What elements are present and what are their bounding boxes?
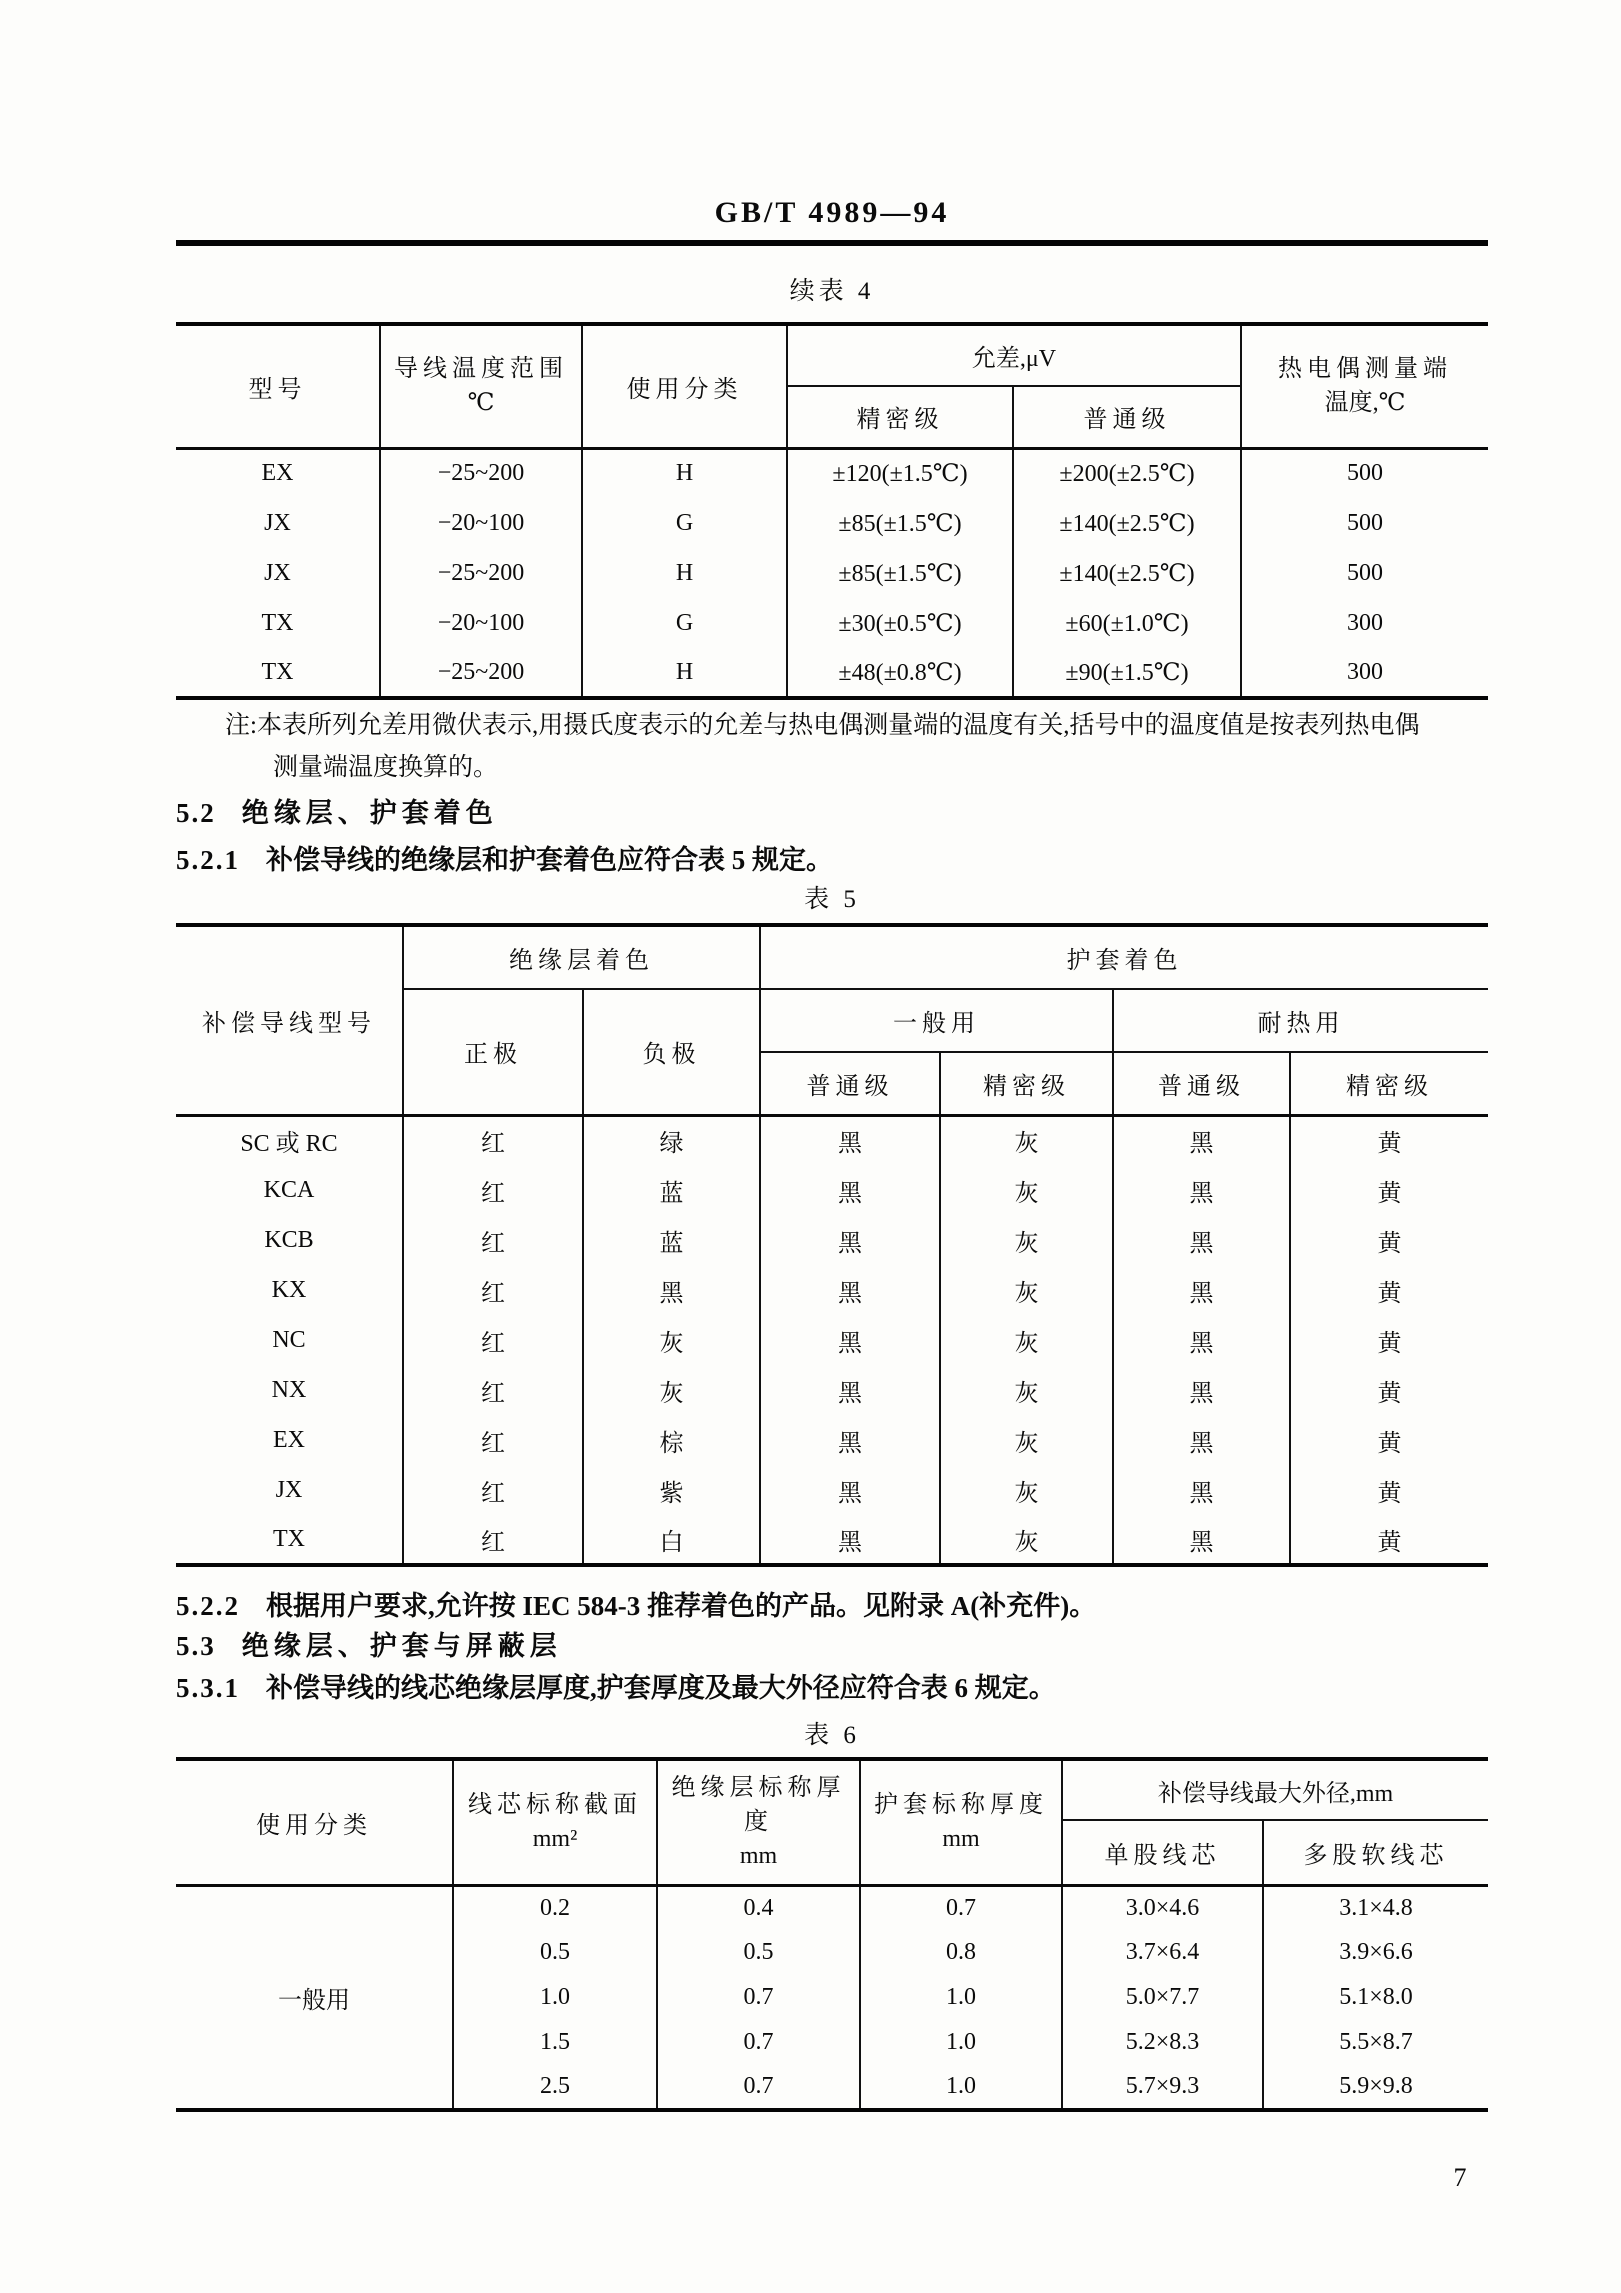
section-title: 绝缘层、护套着色 (241, 798, 498, 828)
table-cell: 黑 (760, 1215, 940, 1265)
col-header-model: 型号 (176, 324, 380, 448)
section-text: 补偿导线的线芯绝缘层厚度,护套厚度及最大外径应符合表 6 规定。 (266, 1673, 1056, 1703)
table-cell: 灰 (940, 1465, 1113, 1515)
col-header-sheath-thickness-label: 护套标称厚度 (874, 1792, 1048, 1819)
table-cell: 1.5 (453, 2020, 657, 2065)
table-row (176, 1215, 1488, 1265)
col-header-usage: 使用分类 (176, 1759, 453, 1885)
col-header-precision: 精密级 (787, 386, 1013, 448)
col-header-insulation-color: 绝缘层着色 (403, 925, 760, 989)
table-cell: 黑 (760, 1115, 940, 1165)
table-cell: JX (264, 509, 291, 536)
col-header-temp-range (380, 324, 582, 448)
table-cell: H (582, 548, 787, 598)
table-cell: ±85(±1.5℃) (787, 498, 1013, 548)
table-cell: 1.0 (860, 1975, 1062, 2020)
table-cell: 黄 (1290, 1515, 1488, 1565)
col-header-sheath-thickness (860, 1759, 1062, 1885)
table-cell: JX (275, 1476, 303, 1503)
table6-dimensions (176, 1757, 1488, 2112)
table-cell: 5.2×8.3 (1062, 2020, 1263, 2065)
table-cell: 灰 (940, 1215, 1113, 1265)
table-cell: 白 (583, 1515, 760, 1565)
table-cell: 灰 (940, 1415, 1113, 1465)
table-cell: 黄 (1290, 1465, 1488, 1515)
table-cell: G (582, 498, 787, 548)
table-cell: 灰 (583, 1315, 760, 1365)
col-header-insulation-thickness (657, 1759, 860, 1885)
section-number: 5.3 (176, 1631, 216, 1661)
table-cell: 0.5 (453, 1930, 657, 1975)
table-cell: G (582, 598, 787, 648)
table-cell: 红 (403, 1415, 583, 1465)
section-heading-5-2-2 (176, 1584, 1096, 1623)
section-text: 补偿导线的绝缘层和护套着色应符合表 5 规定。 (266, 845, 833, 875)
table-cell: ±30(±0.5℃) (787, 598, 1013, 648)
table-cell: 0.7 (657, 2020, 860, 2065)
table-cell: ±90(±1.5℃) (1013, 648, 1241, 698)
section-heading-5-2 (176, 791, 498, 830)
table-cell: 0.7 (657, 2065, 860, 2110)
table-row (176, 1365, 1488, 1415)
table-row (176, 1465, 1488, 1515)
table-cell: 红 (403, 1265, 583, 1315)
table-cell: 红 (403, 1215, 583, 1265)
table-cell: 黄 (1290, 1315, 1488, 1365)
page-title: GB/T 4989—94 (714, 196, 950, 229)
table-cell: 黄 (1290, 1165, 1488, 1215)
note-text-1: 本表所列允差用微伏表示,用摄氏度表示的允差与热电偶测量端的温度有关,括号中的温度值是按表列热电偶 (256, 712, 1420, 739)
col-header-ordinary: 普通级 (1113, 1052, 1290, 1115)
table-cell: 3.7×6.4 (1062, 1930, 1263, 1975)
table6-caption: 表 6 (804, 1722, 860, 1749)
section-title: 绝缘层、护套与屏蔽层 (241, 1631, 562, 1661)
table-cell: TX (273, 1525, 305, 1552)
col-header-junction-line1: 热电偶测量端 (1278, 356, 1453, 383)
col-header-cross-section-label: 线芯标称截面 (468, 1792, 642, 1819)
table-cell: 3.0×4.6 (1062, 1885, 1263, 1930)
table-cell: 0.7 (657, 1975, 860, 2020)
section-number: 5.2 (176, 798, 216, 828)
table4-note (225, 710, 1495, 783)
col-header-model: 补偿导线型号 (176, 925, 403, 1115)
table-cell: 黄 (1290, 1415, 1488, 1465)
table-row (176, 1265, 1488, 1315)
section-number: 5.3.1 (176, 1673, 240, 1703)
header-rule (176, 240, 1488, 246)
table-row (176, 548, 1488, 598)
table-cell: 500 (1241, 498, 1488, 548)
table-cell: 棕 (583, 1415, 760, 1465)
table-cell: −25~200 (380, 648, 582, 698)
col-header-temp-range-label: 导线温度范围 (394, 356, 568, 383)
note-line-1 (225, 710, 1495, 741)
table-cell: EX (273, 1426, 305, 1453)
table-cell: 红 (403, 1465, 583, 1515)
table-cell: 1.0 (453, 1975, 657, 2020)
col-header-sheath-color: 护套着色 (760, 925, 1488, 989)
table-cell: 2.5 (453, 2065, 657, 2110)
table-cell: 红 (403, 1165, 583, 1215)
table-cell: 灰 (940, 1265, 1113, 1315)
table-row (176, 448, 1488, 498)
table-cell: 5.0×7.7 (1062, 1975, 1263, 2020)
table-cell: 300 (1241, 648, 1488, 698)
table-cell: 黄 (1290, 1265, 1488, 1315)
table-cell: −25~200 (380, 548, 582, 598)
col-header-ordinary: 普通级 (1013, 386, 1241, 448)
table-cell: 蓝 (583, 1215, 760, 1265)
table-cell: 灰 (940, 1165, 1113, 1215)
col-header-temp-range-unit: ℃ (467, 390, 495, 417)
col-header-insulation-thickness-unit: mm (739, 1843, 778, 1870)
table-cell: 0.4 (657, 1885, 860, 1930)
note-label: 注: (225, 712, 257, 739)
table4-caption: 续表 4 (789, 278, 875, 305)
table5-coloring (176, 923, 1488, 1567)
table-cell: ±60(±1.0℃) (1013, 598, 1241, 648)
table-cell: −20~100 (380, 598, 582, 648)
table-cell: ±140(±2.5℃) (1013, 548, 1241, 598)
page-number: 7 (1453, 2163, 1467, 2192)
usage-category-cell: 一般用 (278, 1987, 350, 2014)
section-heading-5-2-1 (176, 838, 833, 877)
table-cell: NX (271, 1376, 307, 1403)
col-header-junction-line2: 温度,℃ (1324, 390, 1406, 417)
section-number: 5.2.2 (176, 1591, 240, 1621)
section-number: 5.2.1 (176, 845, 240, 875)
col-header-stranded-core: 多股软线芯 (1263, 1820, 1488, 1885)
table-cell: 1.0 (860, 2020, 1062, 2065)
table-cell: 0.2 (453, 1885, 657, 1930)
table-cell: ±85(±1.5℃) (787, 548, 1013, 598)
col-header-precision: 精密级 (1290, 1052, 1488, 1115)
table-cell: 黑 (1113, 1415, 1290, 1465)
table5-caption: 表 5 (804, 886, 860, 913)
table-cell: 3.9×6.6 (1263, 1930, 1488, 1975)
table-cell: 5.1×8.0 (1263, 1975, 1488, 2020)
table-cell: 黑 (760, 1465, 940, 1515)
col-header-heat-resistant: 耐热用 (1113, 989, 1488, 1052)
table-cell: 红 (403, 1515, 583, 1565)
table-cell: 黑 (1113, 1115, 1290, 1165)
table-cell: −25~200 (380, 448, 582, 498)
table-row (176, 648, 1488, 698)
table-cell: 黑 (760, 1315, 940, 1365)
table-cell: 灰 (940, 1115, 1113, 1165)
table-cell: 黑 (760, 1415, 940, 1465)
section-text: 根据用户要求,允许按 IEC 584-3 推荐着色的产品。见附录 A(补充件)。 (266, 1591, 1097, 1621)
table-cell: 黑 (583, 1265, 760, 1315)
table-cell: ±48(±0.8℃) (787, 648, 1013, 698)
table-cell: 红 (403, 1315, 583, 1365)
table-cell: 5.7×9.3 (1062, 2065, 1263, 2110)
table4-continued (176, 322, 1488, 700)
table-cell: KCA (263, 1176, 315, 1203)
table-cell: 5.9×9.8 (1263, 2065, 1488, 2110)
note-line-2: 测量端温度换算的。 (273, 754, 499, 781)
table-cell: 黑 (1113, 1365, 1290, 1415)
table-cell: 蓝 (583, 1165, 760, 1215)
col-header-sheath-thickness-unit: mm (942, 1826, 980, 1853)
table-cell: JX (264, 559, 291, 586)
table-cell: ±120(±1.5℃) (787, 448, 1013, 498)
table-cell: 红 (403, 1115, 583, 1165)
table-row (176, 1115, 1488, 1165)
table-cell: EX (261, 460, 294, 487)
table-cell: 300 (1241, 598, 1488, 648)
table-cell: TX (261, 609, 294, 636)
table-cell: 黑 (1113, 1215, 1290, 1265)
table-cell: 灰 (940, 1315, 1113, 1365)
table-cell: −20~100 (380, 498, 582, 548)
table-cell: 红 (403, 1365, 583, 1415)
table-cell: 黄 (1290, 1215, 1488, 1265)
table-row (176, 598, 1488, 648)
table-cell: 黑 (760, 1515, 940, 1565)
table-cell: KX (271, 1276, 307, 1303)
table-cell: 黑 (760, 1265, 940, 1315)
col-header-tolerance: 允差,μV (787, 324, 1241, 386)
table-row (176, 1165, 1488, 1215)
table-cell: 500 (1241, 448, 1488, 498)
table-row (176, 498, 1488, 548)
col-header-precision: 精密级 (940, 1052, 1113, 1115)
table-cell: 黑 (1113, 1465, 1290, 1515)
col-header-max-od: 补偿导线最大外径,mm (1062, 1759, 1488, 1820)
table-cell: 黑 (760, 1165, 940, 1215)
section-heading-5-3 (176, 1624, 562, 1663)
col-header-cross-section-unit: mm² (532, 1826, 578, 1853)
table-cell: H (582, 448, 787, 498)
table-cell: 0.8 (860, 1930, 1062, 1975)
table-cell: KCB (264, 1226, 314, 1253)
table-cell: 灰 (940, 1515, 1113, 1565)
col-header-positive: 正极 (403, 989, 583, 1115)
table-cell: 紫 (583, 1465, 760, 1515)
table-cell: 5.5×8.7 (1263, 2020, 1488, 2065)
table-cell: 绿 (583, 1115, 760, 1165)
col-header-junction-temp (1241, 324, 1488, 448)
table-cell: 黄 (1290, 1115, 1488, 1165)
col-header-general-use: 一般用 (760, 989, 1113, 1052)
table-row (176, 1315, 1488, 1365)
col-header-solid-core: 单股线芯 (1062, 1820, 1263, 1885)
table-cell: SC 或 RC (240, 1131, 338, 1158)
table-row (176, 1885, 1488, 1930)
table-cell: 黑 (1113, 1315, 1290, 1365)
table-cell: NC (272, 1326, 306, 1353)
section-heading-5-3-1 (176, 1666, 1056, 1705)
col-header-negative: 负极 (583, 989, 760, 1115)
col-header-usage: 使用分类 (582, 324, 787, 448)
table-cell: 黑 (1113, 1165, 1290, 1215)
table-cell: 黄 (1290, 1365, 1488, 1415)
col-header-insulation-thickness-label: 绝缘层标称厚度 (671, 1775, 846, 1836)
table-cell: 灰 (940, 1365, 1113, 1415)
table-row (176, 1415, 1488, 1465)
table-cell: ±200(±2.5℃) (1013, 448, 1241, 498)
table-cell: 0.7 (860, 1885, 1062, 1930)
table-cell: ±140(±2.5℃) (1013, 498, 1241, 548)
table-cell: 黑 (1113, 1265, 1290, 1315)
table-cell: 黑 (760, 1365, 940, 1415)
table-cell: TX (261, 658, 294, 685)
table-cell: 0.5 (657, 1930, 860, 1975)
table-cell: 500 (1241, 548, 1488, 598)
table-cell: 黑 (1113, 1515, 1290, 1565)
table-cell: 灰 (583, 1365, 760, 1415)
table-row (176, 1515, 1488, 1565)
col-header-ordinary: 普通级 (760, 1052, 940, 1115)
col-header-cross-section (453, 1759, 657, 1885)
table-cell: H (582, 648, 787, 698)
table-cell: 3.1×4.8 (1263, 1885, 1488, 1930)
table-cell: 1.0 (860, 2065, 1062, 2110)
